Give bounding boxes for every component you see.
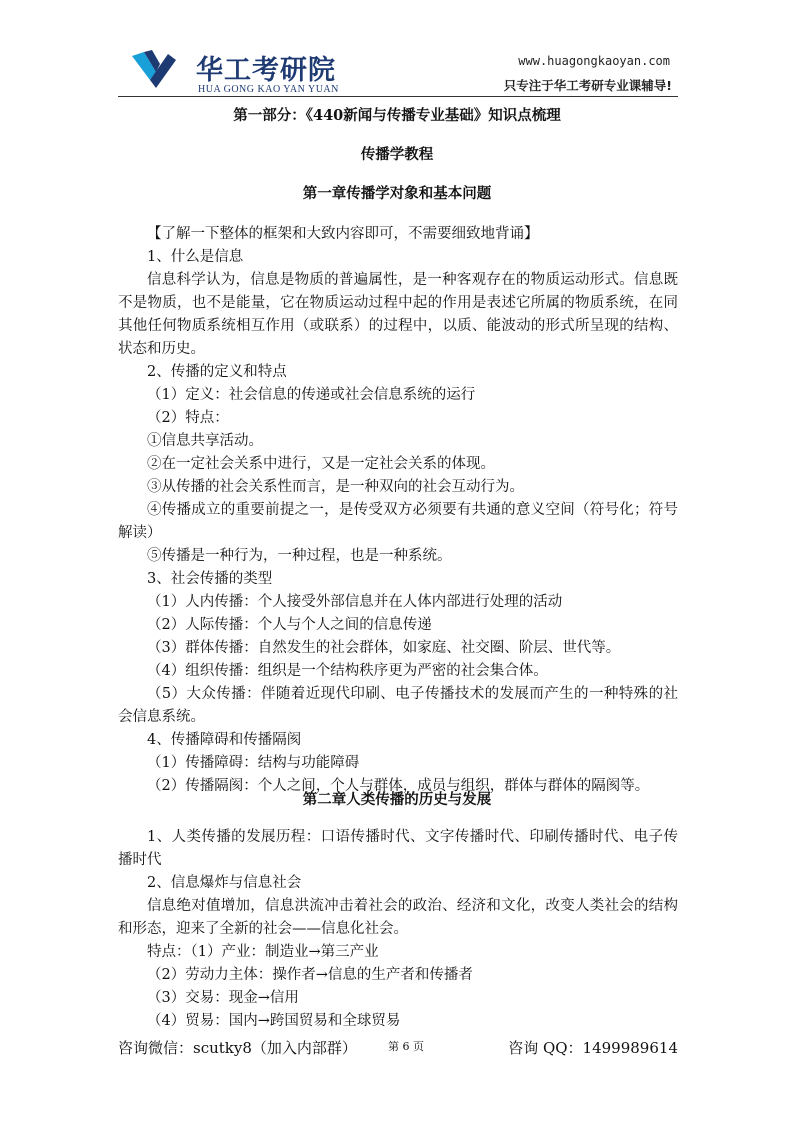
paragraph: ④传播成立的重要前提之一，是传受双方必须要有共通的意义空间（符号化；符号解读） — [118, 502, 678, 541]
paragraph: （1）传播障碍：结构与功能障碍 — [147, 755, 360, 771]
paragraph: 信息绝对值增加，信息洪流冲击着社会的政治、经济和文化，改变人类社会的结构和形态，迎来了全新的社会——信息化社会。 — [118, 898, 678, 937]
paragraph: 3、社会传播的类型 — [147, 571, 273, 587]
paragraph: 4、传播障碍和传播隔阂 — [147, 732, 302, 748]
brand-pinyin: HUA GONG KAO YAN YUAN — [198, 84, 339, 95]
brand-logo-icon — [130, 50, 176, 90]
paragraph: （1）定义：社会信息的传递或社会信息系统的运行 — [147, 387, 476, 403]
paragraph: ①信息共享活动。 — [147, 433, 263, 449]
footer-wechat: 咨询微信：scutky8（加入内部群） — [118, 1039, 357, 1057]
paragraph: 2、信息爆炸与信息社会 — [147, 875, 302, 891]
site-url[interactable]: www.huagongkaoyan.com — [518, 54, 670, 68]
paragraph: （4）贸易：国内→跨国贸易和全球贸易 — [147, 1013, 401, 1029]
page-header — [118, 40, 678, 98]
paragraph: （2）人际传播：个人与个人之间的信息传递 — [147, 617, 432, 633]
paragraph: 1、人类传播的发展历程：口语传播时代、文字传播时代、印刷传播时代、电子传播时代 — [118, 829, 678, 868]
paragraph: （3）群体传播：自然发生的社会群体，如家庭、社交圈、阶层、世代等。 — [147, 640, 621, 656]
book-title: 传播学教程 — [360, 146, 434, 163]
paragraph: （2）劳动力主体：操作者→信息的生产者和传播者 — [147, 967, 473, 983]
chapter-1-body — [118, 223, 678, 798]
brand-name: 华工考研院 — [196, 55, 336, 86]
chapter-2-title: 第二章人类传播的历史与发展 — [302, 791, 492, 808]
footer-qq: 咨询 QQ：1499989614 — [508, 1039, 678, 1057]
paragraph: 特点：（1）产业：制造业→第三产业 — [147, 944, 379, 960]
paragraph: （2）特点： — [147, 410, 229, 426]
paragraph: （2）传播隔阂：个人之间，个人与群体，成员与组织，群体与群体的隔阂等。 — [147, 778, 650, 794]
paragraph: （3）交易：现金→信用 — [147, 990, 299, 1006]
chapter-2-body — [118, 826, 678, 1033]
chapter-1-title: 第一章传播学对象和基本问题 — [302, 185, 492, 202]
part-title: 第一部分：《440新闻与传播专业基础》知识点梳理 — [233, 107, 561, 124]
paragraph: 【了解一下整体的框架和大致内容即可，不需要细致地背诵】 — [147, 226, 539, 242]
paragraph: 2、传播的定义和特点 — [147, 364, 287, 380]
paragraph: ②在一定社会关系中进行，又是一定社会关系的体现。 — [147, 456, 495, 472]
header-divider — [118, 96, 678, 97]
paragraph: 1、什么是信息 — [147, 249, 244, 265]
paragraph: ③从传播的社会关系性而言，是一种双向的社会互动行为。 — [147, 479, 524, 495]
page-number: 第 6 页 — [388, 1040, 424, 1053]
paragraph: （1）人内传播：个人接受外部信息并在人体内部进行处理的活动 — [147, 594, 563, 610]
site-slogan: 只专注于华工考研专业课辅导! — [503, 78, 672, 93]
page-footer — [118, 1037, 678, 1061]
paragraph: ⑤传播是一种行为，一种过程，也是一种系统。 — [147, 548, 452, 564]
paragraph: （5）大众传播：伴随着近现代印刷、电子传播技术的发展而产生的一种特殊的社会信息系统。 — [118, 686, 678, 725]
paragraph: （4）组织传播：组织是一个结构秩序更为严密的社会集合体。 — [147, 663, 548, 679]
paragraph: 信息科学认为，信息是物质的普遍属性，是一种客观存在的物质运动形式。信息既不是物质，也不是能量，它在物质运动过程中起的作用是表述它所属的物质系统，在同其他任何物质系统相互作用（或联系）的过程中，以质、能波动的形式所呈现的结构、状态和历史。 — [118, 272, 678, 357]
